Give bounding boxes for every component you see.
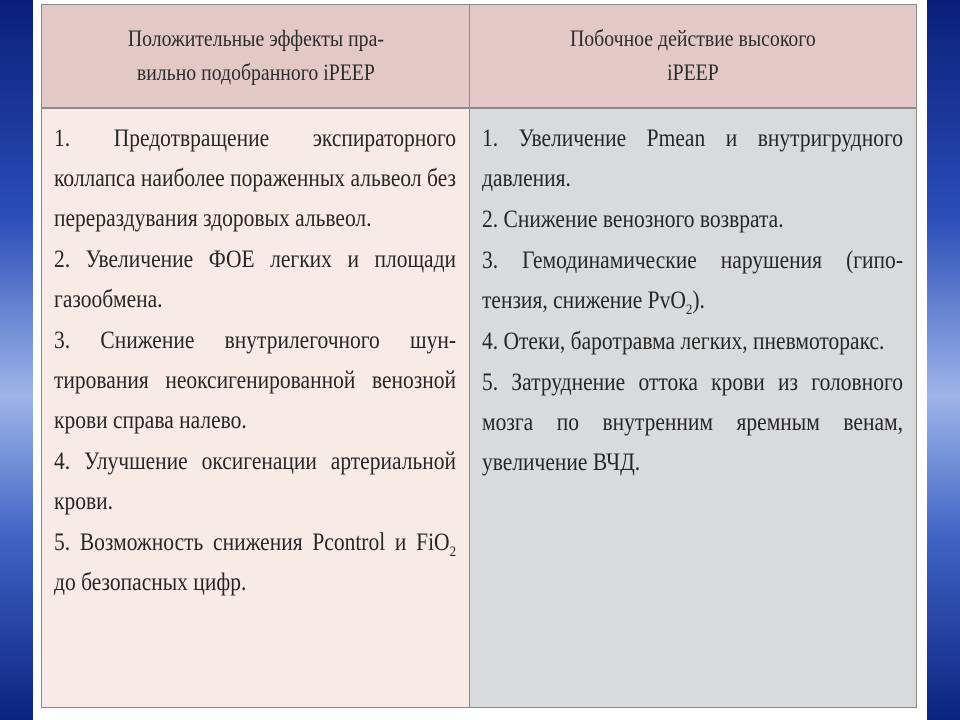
positive-effect-item: 2. Увеличение ФОЕ легких и площади газообмена.	[54, 246, 457, 313]
side-effect-item: 5. Затруднение оттока крови из головного мозга по внутренним яремным венам, увеличение ВЧД.	[482, 369, 903, 476]
comparison-table	[41, 4, 917, 708]
side-effects-cell	[470, 109, 916, 707]
side-effect-item: 1. Увеличение Pmean и внутригрудного давления.	[482, 125, 903, 192]
positive-effect-text: 5. Возможность снижения Pcontrol и FiO	[54, 529, 450, 556]
side-effect-item	[482, 241, 903, 321]
header-positive-effects-text: Положительные эффекты пра- вильно подобранного iPEEP	[127, 26, 384, 85]
side-effect-text: ).	[692, 287, 705, 314]
positive-effects-cell	[42, 109, 470, 707]
positive-effect-item	[54, 523, 456, 603]
positive-effect-item: 3. Снижение внутрилегочного шунтирования неоксигенированной венозной крови справа налево.	[54, 327, 457, 434]
header-positive-effects	[42, 5, 470, 109]
subscript: 2	[449, 544, 457, 560]
slide	[33, 0, 927, 720]
positive-effect-item: 4. Улучшение оксигенации артериальной крови.	[54, 448, 457, 515]
header-side-effects-text: Побочное действие высокого iPEEP	[570, 26, 816, 85]
header-side-effects	[470, 5, 916, 109]
positive-effect-item: 1. Предотвращение экспираторного коллапса наиболее пораженных альвеол без перераздувания здоровых альвеол.	[54, 125, 457, 232]
side-effect-item: 2. Снижение венозного возврата.	[482, 206, 784, 233]
side-effect-item: 4. Отеки, баротравма легких, пневмоторакс.	[482, 328, 885, 355]
subscript: 2	[685, 302, 693, 318]
side-effect-text: 3. Гемодинамические нарушения (гипотензия, снижение PvO	[482, 247, 903, 314]
positive-effect-text: до безопасных цифр.	[54, 569, 247, 596]
